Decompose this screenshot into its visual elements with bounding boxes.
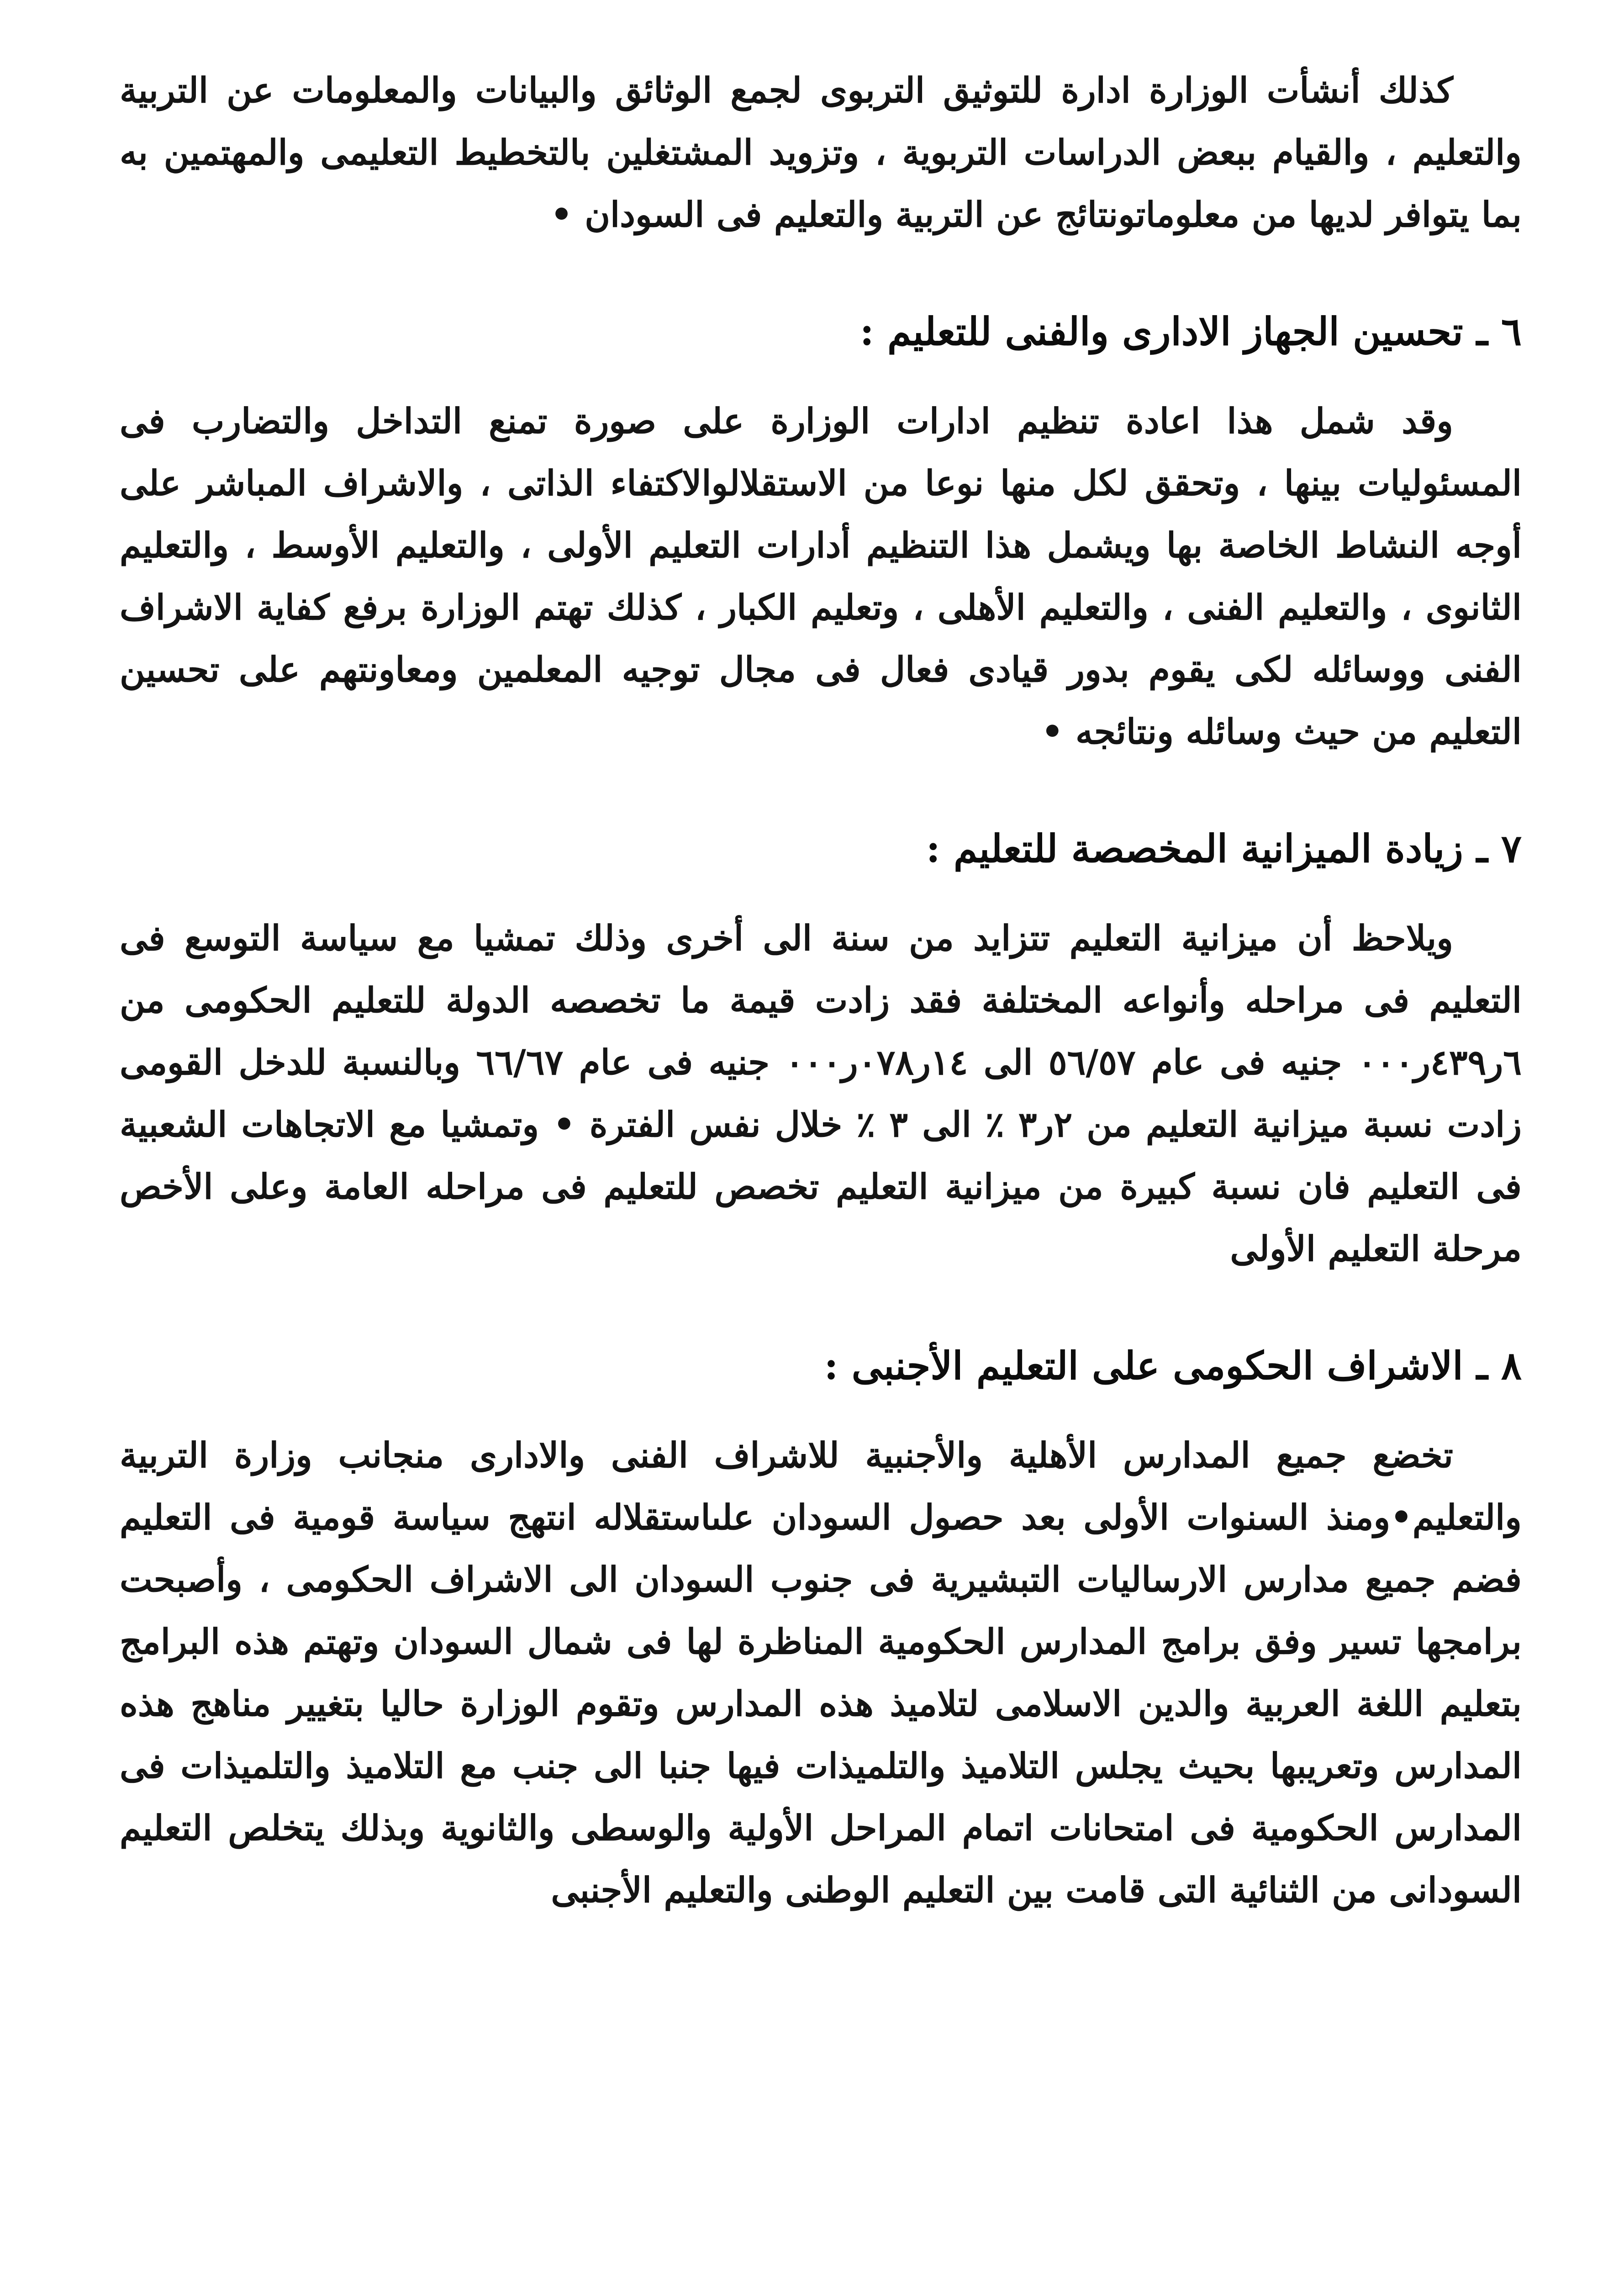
section-6-body: وقد شمل هذا اعادة تنظيم ادارات الوزارة على صورة تمنع التداخل والتضارب فى المسئوليات بينها ، وتحقق لكل منها نوعا من الاستقلالوالاكتفاء الذاتى ، والاشراف المباشر على أوجه النشاط الخاصة بها ويشمل هذا التنظيم أدارات التعليم الأولى ، والتعليم الأوسط ، والتعليم الثانوى ، والتعليم الفنى ، والتعليم الأهلى ، وتعليم الكبار ، كذلك تهتم الوزارة برفع كفاية الاشراف الفنى ووسائله لكى يقوم بدور قيادى فعال فى مجال توجيه المعلمين ومعاونتهم على تحسين التعليم من حيث وسائله ونتائجه • [120,401,1522,752]
section-7 [120,818,1522,1280]
intro-paragraph: كذلك أنشأت الوزارة ادارة للتوثيق التربوى لجمع الوثائق والبيانات والمعلومات عن التربية والتعليم ، والقيام ببعض الدراسات التربوية ، وتزويد المشتغلين بالتخطيط التعليمى والمهتمين به بما يتوافر لديها من معلوماتونتائج عن التربية والتعليم فى السودان • [120,70,1522,235]
section-6-heading: ٦ ـ تحسين الجهاز الادارى والفنى للتعليم : [859,309,1522,354]
section-7-heading: ٧ ـ زيادة الميزانية المخصصة للتعليم : [926,826,1522,871]
section-8 [120,1335,1522,1921]
section-8-heading: ٨ ـ الاشراف الحكومى على التعليم الأجنبى : [824,1343,1522,1388]
document-page [120,59,1522,1976]
section-8-body: تخضع جميع المدارس الأهلية والأجنبية للاشراف الفنى والادارى منجانب وزارة التربية والتعليم•ومنذ السنوات الأولى بعد حصول السودان علىاستقلاله انتهج سياسة قومية فى التعليم فضم جميع مدارس الارساليات التبشيرية فى جنوب السودان الى الاشراف الحكومى ، وأصبحت برامجها تسير وفق برامج المدارس الحكومية المناظرة لها فى شمال السودان وتهتم هذه البرامج بتعليم اللغة العربية والدين الاسلامى لتلاميذ هذه المدارس وتقوم الوزارة حاليا بتغيير مناهج هذه المدارس وتعريبها بحيث يجلس التلاميذ والتلميذات فيها جنبا الى جنب مع التلاميذ والتلميذات فى المدارس الحكومية فى امتحانات اتمام المراحل الأولية والوسطى والثانوية وبذلك يتخلص التعليم السودانى من الثنائية التى قامت بين التعليم الوطنى والتعليم الأجنبى [120,1435,1522,1910]
section-6 [120,301,1522,763]
section-7-body: ويلاحظ أن ميزانية التعليم تتزايد من سنة الى أخرى وذلك تمشيا مع سياسة التوسع فى التعليم فى مراحله وأنواعه المختلفة فقد زادت قيمة ما تخصصه الدولة للتعليم الحكومى من ٦ر٤٣٩ر٠٠٠ جنيه فى عام ٥٦/٥٧ الى ١٤ر٠٧٨ر٠٠٠ جنيه فى عام ٦٦/٦٧ وبالنسبة للدخل القومى زادت نسبة ميزانية التعليم من ٢ر٣ ٪ الى ٣ ٪ خلال نفس الفترة • وتمشيا مع الاتجاهات الشعبية فى التعليم فان نسبة كبيرة من ميزانية التعليم تخصص للتعليم فى مراحله العامة وعلى الأخص مرحلة التعليم الأولى [120,918,1522,1269]
